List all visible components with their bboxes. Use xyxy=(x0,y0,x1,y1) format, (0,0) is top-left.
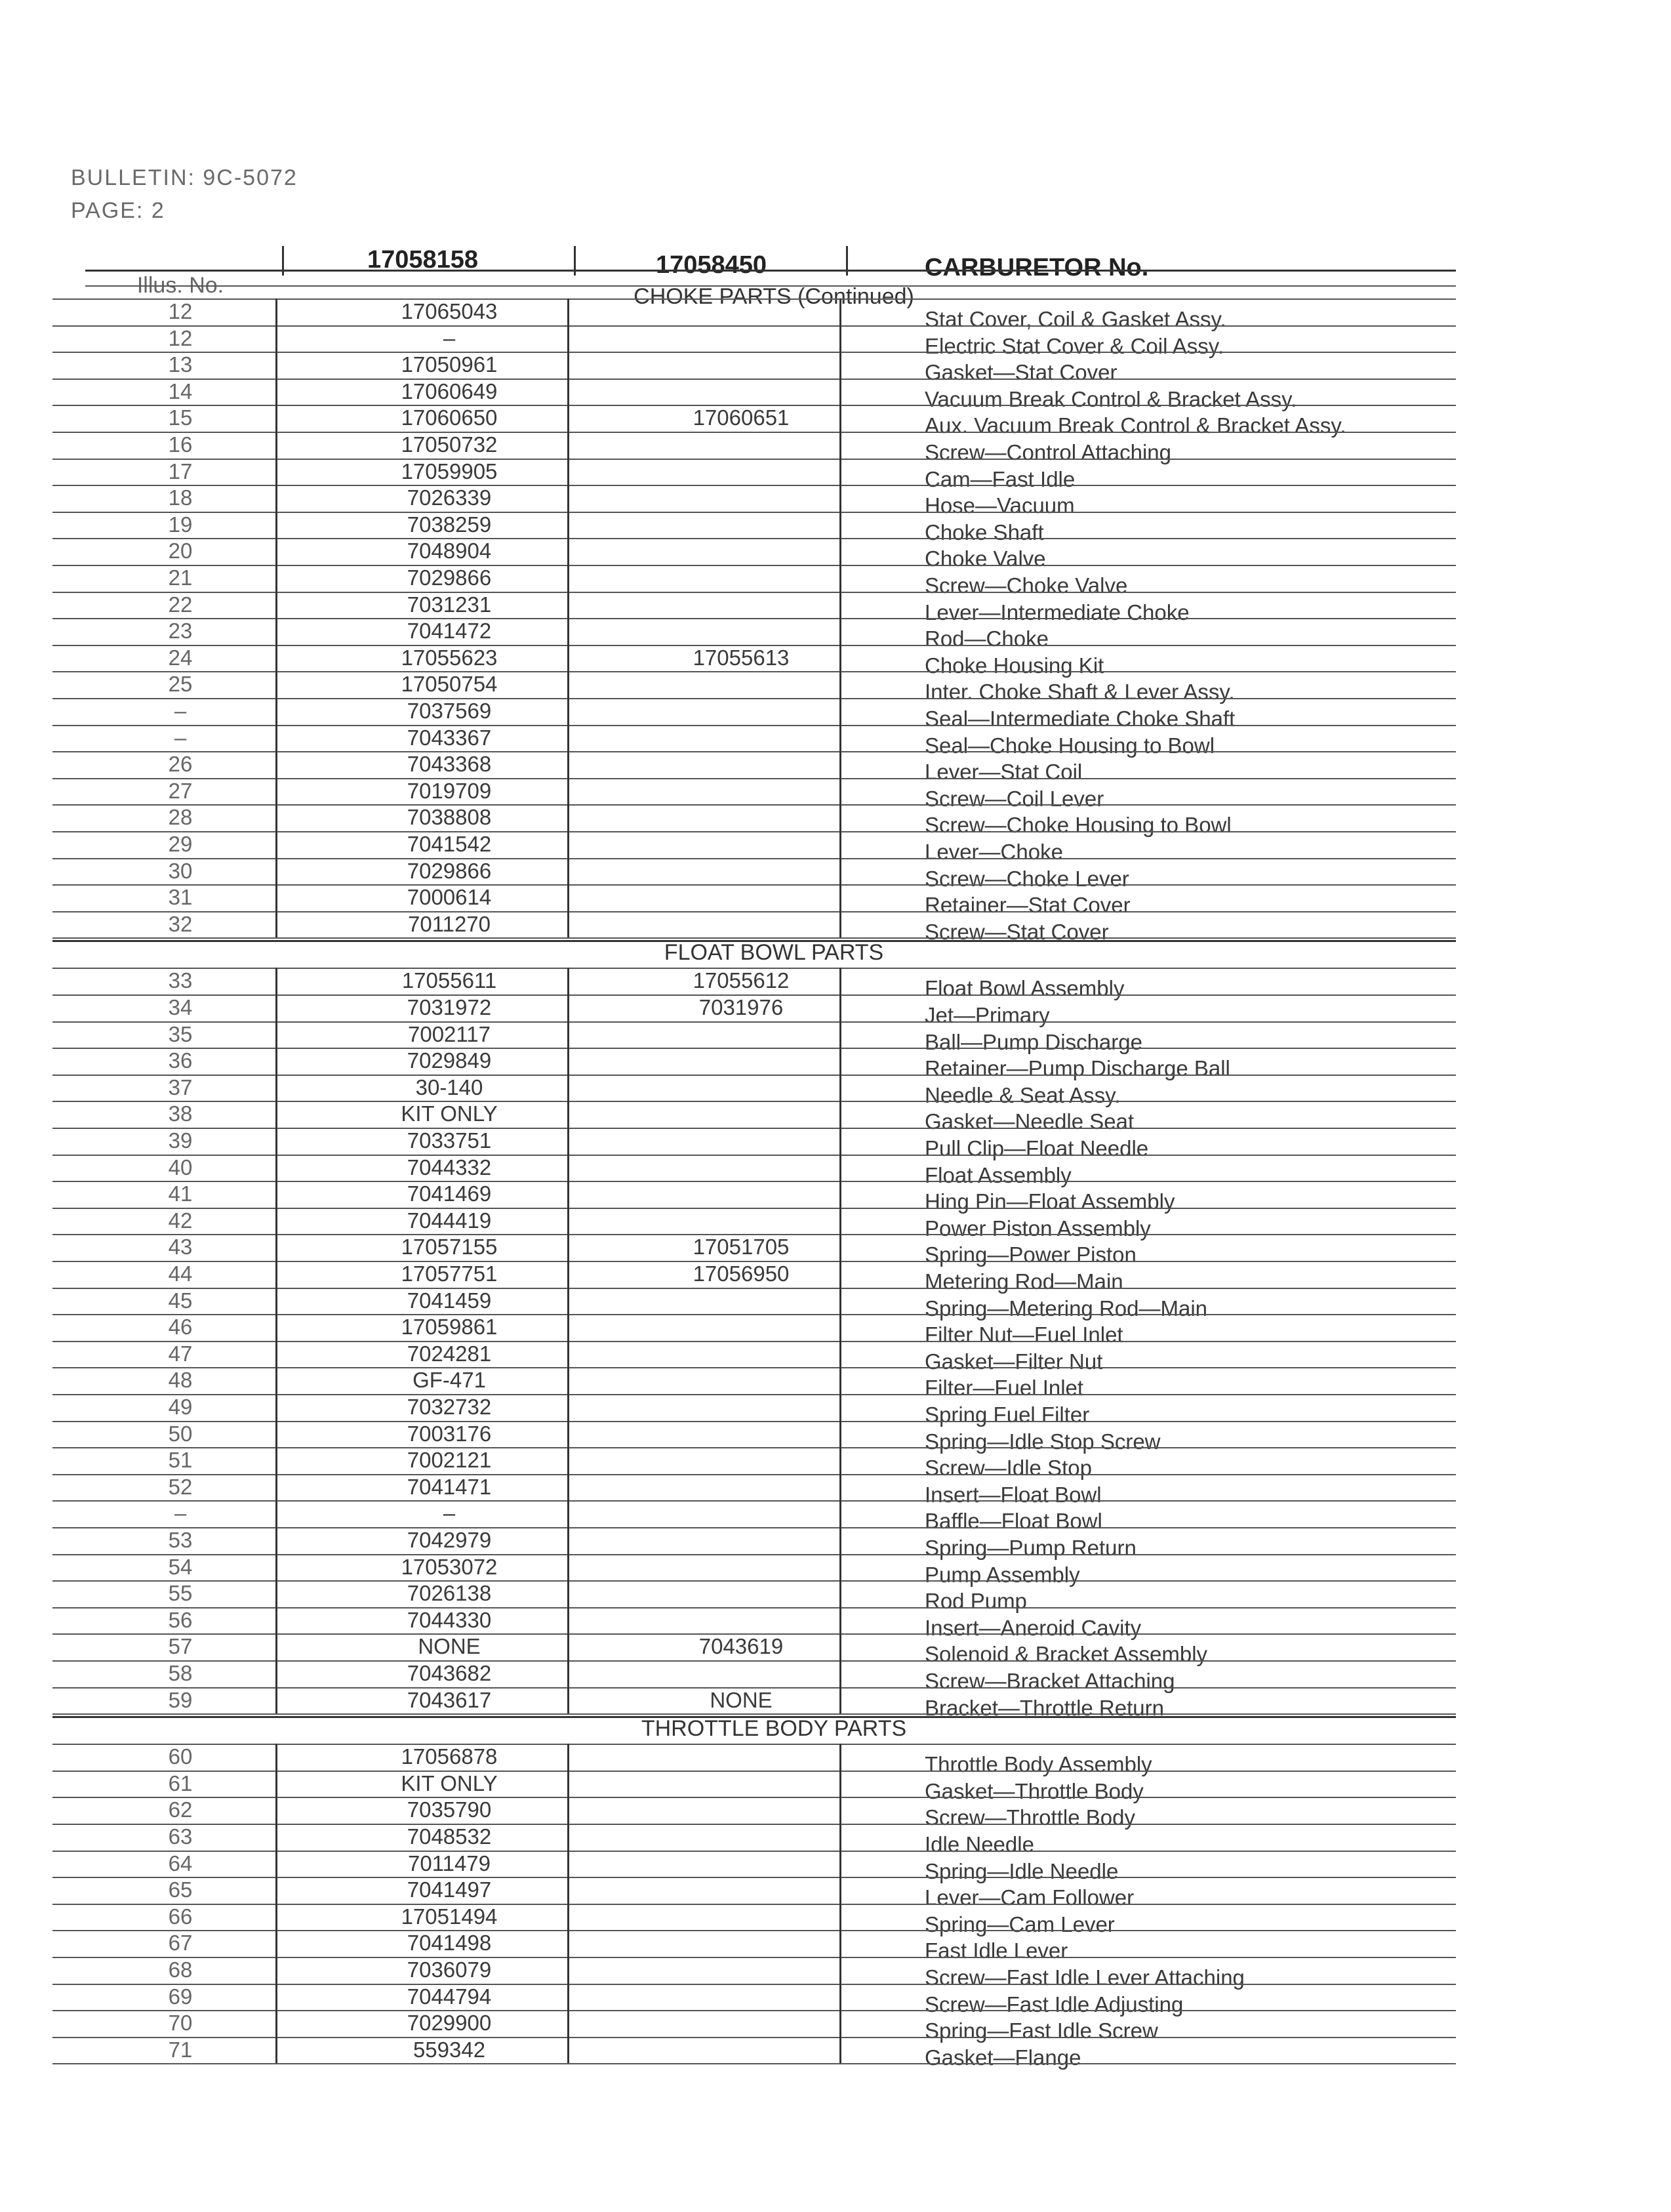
rule-line xyxy=(52,2037,1456,2038)
part-description: Spring Fuel Filter xyxy=(925,1403,1090,1427)
illus-number: 18 xyxy=(168,485,193,510)
column-divider xyxy=(567,298,569,937)
rule-line xyxy=(52,352,1456,353)
part-description: Jet—Primary xyxy=(925,1003,1050,1027)
part-number-17058158: 7041471 xyxy=(407,1474,492,1499)
rule-line xyxy=(52,1155,1456,1156)
rule-line xyxy=(52,432,1456,433)
illus-number: 19 xyxy=(168,512,193,537)
rule-line xyxy=(52,1930,1456,1931)
part-number-17058158: 7000614 xyxy=(407,885,492,910)
rule-line xyxy=(52,1984,1456,1985)
rule-line xyxy=(52,778,1456,779)
rule-line xyxy=(52,1851,1456,1852)
section-title: FLOAT BOWL PARTS xyxy=(664,940,884,966)
part-number-17058158: 7035790 xyxy=(407,1797,492,1822)
rule-line xyxy=(52,1527,1456,1528)
part-description: Choke Shaft xyxy=(925,520,1044,544)
part-number-17058158: 17056878 xyxy=(401,1744,498,1769)
column-divider xyxy=(574,246,576,276)
column-divider xyxy=(839,968,841,1713)
part-number-17058158: 17051494 xyxy=(401,1904,498,1929)
part-number-17058158: 7048532 xyxy=(407,1824,492,1849)
part-number-17058158: 17059861 xyxy=(401,1315,498,1340)
rule-line xyxy=(52,671,1456,672)
part-description: Float Bowl Assembly xyxy=(925,976,1125,1001)
column-divider xyxy=(275,968,277,1713)
part-description: Power Piston Assembly xyxy=(925,1216,1151,1240)
rule-line xyxy=(52,485,1456,486)
part-description: Stat Cover, Coil & Gasket Assy. xyxy=(925,307,1226,331)
part-description: Screw—Fast Idle Lever Attaching xyxy=(925,1965,1245,1990)
part-number-17058158: 7011479 xyxy=(407,1851,491,1875)
rule-line xyxy=(52,1314,1456,1315)
illus-number: 15 xyxy=(168,405,193,430)
illus-number: 67 xyxy=(168,1931,193,1956)
rule-line xyxy=(52,1554,1456,1555)
part-description: Pull Clip—Float Needle xyxy=(925,1136,1149,1160)
illus-number: 29 xyxy=(168,832,193,856)
rule-line xyxy=(52,1394,1456,1395)
illus-number: 54 xyxy=(168,1554,193,1579)
part-description: Hose—Vacuum xyxy=(925,493,1075,518)
illus-number: 12 xyxy=(168,325,193,350)
illus-number: 47 xyxy=(168,1341,193,1366)
rule-line xyxy=(52,1288,1456,1289)
illus-number: 64 xyxy=(168,1851,193,1875)
part-description: Choke Valve xyxy=(925,546,1046,571)
column-divider xyxy=(846,246,848,276)
illus-number: 26 xyxy=(168,752,193,777)
part-number-17058450: 17060651 xyxy=(693,405,790,430)
part-description: Screw—Bracket Attaching xyxy=(925,1669,1175,1693)
part-number-17058158: 7043682 xyxy=(407,1661,492,1685)
rule-line xyxy=(52,2063,1456,2064)
rule-line xyxy=(52,1957,1456,1958)
part-description: Spring—Metering Rod—Main xyxy=(925,1296,1208,1321)
column-header-carburetor-no: CARBURETOR No. xyxy=(925,254,1149,281)
rule-line xyxy=(52,1341,1456,1342)
part-number-17058158: 7026138 xyxy=(407,1581,492,1606)
part-number-17058158: 7003176 xyxy=(407,1421,492,1446)
illus-number: 33 xyxy=(168,968,193,993)
part-description: Lever—Stat Coil xyxy=(925,760,1083,785)
illus-number: 34 xyxy=(168,995,193,1019)
illus-number: – xyxy=(174,1501,187,1526)
rule-line xyxy=(52,1021,1456,1023)
part-number-17058450: 17056950 xyxy=(693,1261,790,1286)
illus-number: 30 xyxy=(168,858,193,883)
part-description: Rod Pump xyxy=(925,1589,1027,1614)
part-number-17058158: 7002121 xyxy=(407,1448,492,1473)
illus-number: 36 xyxy=(168,1048,193,1073)
part-description: Float Assembly xyxy=(925,1162,1072,1187)
section-title: THROTTLE BODY PARTS xyxy=(641,1716,907,1742)
rule-line xyxy=(52,940,1456,942)
part-number-17058158: 17059905 xyxy=(401,459,498,483)
part-description: Screw—Idle Stop xyxy=(925,1456,1092,1481)
part-number-17058158: 7041542 xyxy=(407,832,492,856)
illus-number: 16 xyxy=(168,432,193,457)
illus-number: 52 xyxy=(168,1474,193,1499)
part-number-17058158: 7029849 xyxy=(407,1048,492,1073)
part-description: Lever—Choke xyxy=(925,840,1063,864)
rule-line xyxy=(52,1048,1456,1049)
rule-line xyxy=(52,1181,1456,1182)
illus-number: 46 xyxy=(168,1315,193,1340)
part-number-17058158: KIT ONLY xyxy=(401,1101,498,1126)
rule-line xyxy=(52,1824,1456,1825)
column-header-17058450: 17058450 xyxy=(656,251,767,279)
part-number-17058158: 7041498 xyxy=(407,1931,492,1956)
illus-number: 45 xyxy=(168,1288,193,1313)
part-description: Seal—Choke Housing to Bowl xyxy=(925,733,1215,758)
illus-number: 50 xyxy=(168,1421,193,1446)
part-description: Spring—Cam Lever xyxy=(925,1912,1115,1936)
part-description: Pump Assembly xyxy=(925,1562,1080,1587)
part-number-17058158: 17050961 xyxy=(401,352,498,377)
part-description: Retainer—Pump Discharge Ball xyxy=(925,1056,1230,1081)
illus-number: 55 xyxy=(168,1581,193,1606)
part-description: Spring—Idle Needle xyxy=(925,1858,1119,1883)
part-description: Gasket—Filter Nut xyxy=(925,1349,1103,1374)
parts-table xyxy=(46,246,1456,2109)
rule-line xyxy=(52,911,1456,912)
rule-line xyxy=(52,1716,1456,1718)
illus-number: 66 xyxy=(168,1904,193,1929)
illus-number: 62 xyxy=(168,1797,193,1822)
illus-number: 63 xyxy=(168,1824,193,1849)
part-number-17058158: 7019709 xyxy=(407,778,492,803)
rule-line xyxy=(52,325,1456,327)
rule-line xyxy=(52,459,1456,460)
part-number-17058158: 7032732 xyxy=(407,1395,492,1419)
rule-line xyxy=(52,1580,1456,1582)
rule-line xyxy=(52,1128,1456,1129)
part-number-17058158: KIT ONLY xyxy=(401,1771,498,1795)
rule-line xyxy=(52,1877,1456,1878)
rule-line xyxy=(52,751,1456,752)
illus-number: 43 xyxy=(168,1235,193,1260)
part-number-17058158: 7033751 xyxy=(407,1128,492,1153)
rule-line xyxy=(52,538,1456,539)
part-description: Seal—Intermediate Choke Shaft xyxy=(925,707,1236,731)
part-description: Spring—Power Piston xyxy=(925,1242,1137,1267)
part-number-17058158: 7044330 xyxy=(407,1607,492,1632)
part-number-17058158: 17057751 xyxy=(401,1261,498,1286)
column-header-illus-no: Illus. No. xyxy=(136,273,224,298)
rule-line xyxy=(52,565,1456,566)
illus-number: 25 xyxy=(168,672,193,697)
rule-line xyxy=(52,512,1456,513)
illus-number: 69 xyxy=(168,1984,193,2009)
illus-number: 53 xyxy=(168,1528,193,1552)
part-number-17058450: 17055613 xyxy=(693,645,790,670)
part-number-17058158: 7048904 xyxy=(407,539,492,563)
illus-number: 48 xyxy=(168,1368,193,1393)
part-description: Fast Idle Lever xyxy=(925,1938,1068,1963)
part-number-17058158: 7041469 xyxy=(407,1181,492,1206)
part-description: Vacuum Break Control & Bracket Assy. xyxy=(925,386,1297,411)
part-description: Cam—Fast Idle xyxy=(925,466,1076,491)
rule-line xyxy=(52,1607,1456,1608)
part-description: Electric Stat Cover & Coil Assy. xyxy=(925,333,1224,358)
rule-line xyxy=(52,379,1456,380)
illus-number: – xyxy=(174,725,187,750)
rule-line xyxy=(52,1797,1456,1798)
part-description: Retainer—Stat Cover xyxy=(925,893,1131,918)
illus-number: 37 xyxy=(168,1075,193,1099)
rule-line xyxy=(52,592,1456,593)
part-description: Rod—Choke xyxy=(925,626,1049,651)
rule-line xyxy=(52,1075,1456,1076)
illus-number: 57 xyxy=(168,1634,193,1659)
part-description: Spring—Pump Return xyxy=(925,1536,1137,1560)
part-description: Gasket—Stat Cover xyxy=(925,360,1117,385)
part-description: Hing Pin—Float Assembly xyxy=(925,1189,1175,1214)
part-number-17058158: 30-140 xyxy=(415,1075,483,1099)
column-divider xyxy=(275,298,277,937)
part-number-17058158: 17060650 xyxy=(401,405,498,430)
part-number-17058158: 7041459 xyxy=(407,1288,492,1313)
part-description: Gasket—Needle Seat xyxy=(925,1109,1135,1134)
part-number-17058158: 7031231 xyxy=(407,592,492,617)
part-description: Inter. Choke Shaft & Lever Assy. xyxy=(925,680,1235,705)
part-description: Filter—Fuel Inlet xyxy=(925,1376,1084,1401)
part-description: Lever—Cam Follower xyxy=(925,1885,1135,1910)
rule-line xyxy=(52,1421,1456,1422)
part-description: Choke Housing Kit xyxy=(925,653,1104,678)
illus-number: 38 xyxy=(168,1101,193,1126)
rule-line xyxy=(52,725,1456,726)
part-description: Insert—Float Bowl xyxy=(925,1482,1102,1507)
column-header-17058158: 17058158 xyxy=(367,246,479,274)
part-number-17058158: 7043368 xyxy=(407,752,492,777)
illus-number: 42 xyxy=(168,1208,193,1233)
part-description: Lever—Intermediate Choke xyxy=(925,600,1190,625)
part-number-17058158: 7011270 xyxy=(407,911,491,936)
rule-line xyxy=(52,1744,1456,1745)
rule-line xyxy=(52,884,1456,886)
part-number-17058158: 17057155 xyxy=(401,1235,498,1260)
part-description: Gasket—Flange xyxy=(925,2045,1081,2070)
illus-number: 23 xyxy=(168,619,193,644)
part-number-17058158: 7036079 xyxy=(407,1957,492,1982)
column-divider xyxy=(275,1744,277,2063)
part-number-17058158: 7002117 xyxy=(407,1021,491,1046)
illus-number: 20 xyxy=(168,539,193,563)
column-divider xyxy=(839,298,841,937)
part-number-17058158: 7029866 xyxy=(407,565,492,590)
part-number-17058450: 17051705 xyxy=(693,1235,790,1260)
part-description: Screw—Throttle Body xyxy=(925,1805,1135,1830)
part-number-17058158: 17050732 xyxy=(401,432,498,457)
part-number-17058158: 7024281 xyxy=(407,1341,492,1366)
part-description: Screw—Coil Lever xyxy=(925,786,1104,811)
part-number-17058158: GF-471 xyxy=(413,1368,486,1393)
illus-number: 14 xyxy=(168,379,193,403)
illus-number: 22 xyxy=(168,592,193,617)
part-description: Screw—Choke Valve xyxy=(925,573,1128,598)
part-number-17058158: 7042979 xyxy=(407,1528,492,1552)
illus-number: 58 xyxy=(168,1661,193,1685)
part-description: Gasket—Throttle Body xyxy=(925,1778,1144,1803)
part-number-17058158: NONE xyxy=(418,1634,481,1659)
rule-line xyxy=(52,2010,1456,2011)
rule-line xyxy=(52,1500,1456,1502)
part-number-17058158: – xyxy=(443,1501,456,1526)
rule-line xyxy=(52,298,1456,300)
part-number-17058158: 17065043 xyxy=(401,299,498,323)
rule-line xyxy=(85,270,1456,272)
part-number-17058450: 7031976 xyxy=(698,995,784,1019)
part-description: Spring—Idle Stop Screw xyxy=(925,1429,1161,1454)
page-number: PAGE: 2 xyxy=(71,198,165,223)
rule-line xyxy=(52,698,1456,699)
rule-line xyxy=(52,1771,1456,1772)
part-number-17058450: NONE xyxy=(710,1687,773,1712)
bulletin-number: BULLETIN: 9C-5072 xyxy=(71,165,298,190)
illus-number: 49 xyxy=(168,1395,193,1419)
illus-number: 71 xyxy=(168,2037,193,2062)
illus-number: 68 xyxy=(168,1957,193,1982)
part-number-17058158: – xyxy=(443,325,456,350)
part-number-17058158: 17055623 xyxy=(401,645,498,670)
part-description: Screw—Fast Idle Adjusting xyxy=(925,1992,1184,2017)
part-number-17058158: 7043617 xyxy=(407,1687,492,1712)
part-number-17058158: 7041497 xyxy=(407,1877,492,1902)
rule-line xyxy=(52,1208,1456,1209)
part-number-17058158: 7044419 xyxy=(407,1208,492,1233)
part-number-17058158: 7029900 xyxy=(407,2011,492,2036)
section-title: CHOKE PARTS (Continued) xyxy=(634,284,914,309)
column-divider xyxy=(282,246,284,276)
part-number-17058158: 7037569 xyxy=(407,699,492,723)
illus-number: 51 xyxy=(168,1448,193,1473)
part-description: Idle Needle xyxy=(925,1832,1034,1856)
part-number-17058158: 7038259 xyxy=(407,512,492,537)
part-description: Screw—Choke Lever xyxy=(925,866,1129,891)
part-description: Aux. Vacuum Break Control & Bracket Assy. xyxy=(925,413,1346,438)
illus-number: 61 xyxy=(168,1771,193,1795)
part-number-17058450: 17055612 xyxy=(693,968,790,993)
illus-number: 44 xyxy=(168,1261,193,1286)
illus-number: 59 xyxy=(168,1687,193,1712)
part-description: Bracket—Throttle Return xyxy=(925,1695,1164,1720)
illus-number: 17 xyxy=(168,459,193,483)
part-number-17058158: 7026339 xyxy=(407,485,492,510)
illus-number: 24 xyxy=(168,645,193,670)
part-description: Needle & Seat Assy. xyxy=(925,1082,1121,1107)
part-number-17058158: 7029866 xyxy=(407,858,492,883)
column-divider xyxy=(567,1744,569,2063)
illus-number: 27 xyxy=(168,778,193,803)
illus-number: – xyxy=(174,699,187,723)
part-number-17058158: 7044794 xyxy=(407,1984,492,2009)
column-divider xyxy=(567,968,569,1713)
part-number-17058158: 17055611 xyxy=(401,968,497,993)
illus-number: 39 xyxy=(168,1128,193,1153)
column-divider xyxy=(839,1744,841,2063)
illus-number: 56 xyxy=(168,1607,193,1632)
part-description: Solenoid & Bracket Assembly xyxy=(925,1642,1208,1667)
illus-number: 12 xyxy=(168,299,193,323)
illus-number: 60 xyxy=(168,1744,193,1769)
part-description: Spring—Fast Idle Screw xyxy=(925,2018,1158,2043)
part-number-17058450: 7043619 xyxy=(698,1634,784,1659)
illus-number: 40 xyxy=(168,1155,193,1179)
part-description: Screw—Stat Cover xyxy=(925,919,1109,944)
part-description: Ball—Pump Discharge xyxy=(925,1029,1142,1054)
rule-line xyxy=(52,1904,1456,1905)
part-number-17058158: 7041472 xyxy=(407,619,492,644)
part-description: Insert—Aneroid Cavity xyxy=(925,1615,1142,1640)
rule-line xyxy=(52,831,1456,832)
rule-line xyxy=(52,1713,1456,1715)
part-description: Metering Rod—Main xyxy=(925,1269,1123,1294)
illus-number: 13 xyxy=(168,352,193,377)
rule-line xyxy=(52,858,1456,859)
rule-line xyxy=(52,1474,1456,1475)
part-description: Screw—Control Attaching xyxy=(925,440,1172,464)
rule-line xyxy=(52,1367,1456,1368)
part-number-17058158: 17050754 xyxy=(401,672,498,697)
part-description: Filter Nut—Fuel Inlet xyxy=(925,1322,1123,1347)
rule-line xyxy=(52,1660,1456,1662)
part-number-17058158: 17053072 xyxy=(401,1554,498,1579)
part-description: Throttle Body Assembly xyxy=(925,1752,1152,1777)
illus-number: 70 xyxy=(168,2011,193,2036)
illus-number: 35 xyxy=(168,1021,193,1046)
part-number-17058158: 17060649 xyxy=(401,379,498,403)
illus-number: 41 xyxy=(168,1181,193,1206)
part-number-17058158: 7044332 xyxy=(407,1155,492,1179)
illus-number: 31 xyxy=(168,885,193,910)
part-number-17058158: 7038808 xyxy=(407,805,492,830)
part-number-17058158: 7043367 xyxy=(407,725,492,750)
rule-line xyxy=(52,1447,1456,1448)
illus-number: 21 xyxy=(168,565,193,590)
illus-number: 65 xyxy=(168,1877,193,1902)
rule-line xyxy=(52,618,1456,619)
illus-number: 28 xyxy=(168,805,193,830)
rule-line xyxy=(52,804,1456,806)
illus-number: 32 xyxy=(168,911,193,936)
rule-line xyxy=(52,1101,1456,1102)
part-number-17058158: 7031972 xyxy=(407,995,492,1019)
part-description: Screw—Choke Housing to Bowl xyxy=(925,813,1232,838)
part-description: Baffle—Float Bowl xyxy=(925,1509,1102,1534)
rule-line xyxy=(52,937,1456,939)
part-number-17058158: 559342 xyxy=(413,2037,486,2062)
